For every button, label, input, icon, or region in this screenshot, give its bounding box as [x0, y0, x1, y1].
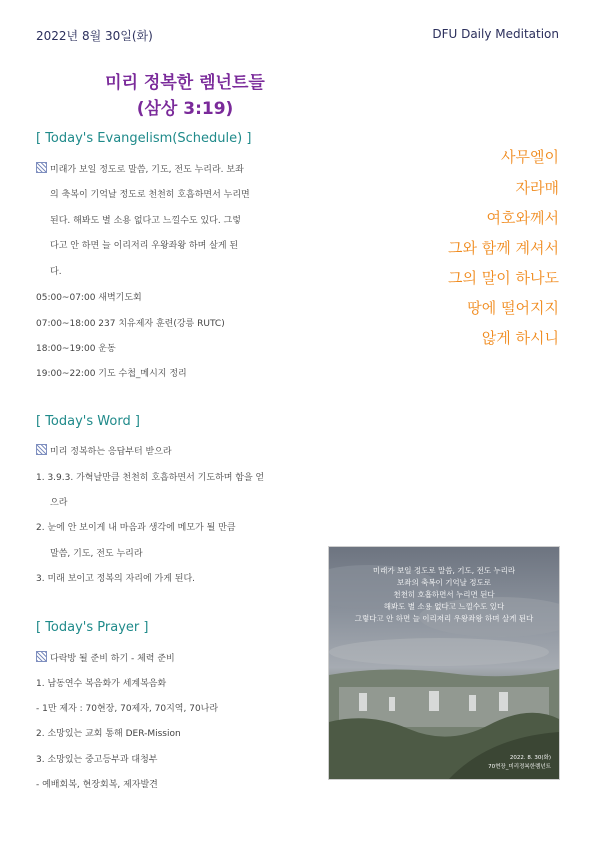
evangelism-intro-line: 다.	[50, 267, 62, 277]
evangelism-heading: [ Today's Evangelism(Schedule) ]	[36, 131, 252, 146]
word-line: 말씀, 기도, 전도 누리라	[50, 549, 143, 559]
evangelism-intro-line: 된다. 해봐도 별 소용 없다고 느낄수도 있다. 그렇	[50, 216, 241, 226]
page-title: 미리 정복한 렘넌트들	[105, 73, 265, 93]
schedule-item: 19:00~22:00 기도 수첩_메시지 정리	[36, 369, 187, 379]
prayer-line: 2. 소망있는 교회 통해 DER-Mission	[36, 729, 181, 739]
photo-caption-line: 천천히 호흡하면서 누리면 된다	[393, 590, 495, 599]
word-line: 3. 미래 보이고 정복의 자리에 가게 된다.	[36, 574, 196, 584]
prayer-intro: 다락방 될 준비 하기 - 체력 준비	[36, 651, 175, 664]
prayer-heading: [ Today's Prayer ]	[36, 620, 149, 635]
bullet-square-icon	[36, 444, 47, 455]
photo-caption-line: 해봐도 별 소용 없다고 느낄수도 있다	[383, 602, 505, 611]
word-heading: [ Today's Word ]	[36, 414, 140, 429]
word-intro: 미리 정복하는 응답부터 받으라	[36, 444, 172, 457]
schedule-item: 18:00~19:00 운동	[36, 344, 116, 354]
bullet-square-icon	[36, 651, 47, 662]
evangelism-intro-line: 의 축복이 기억날 정도로 천천히 호흡하면서 누리면	[50, 190, 250, 200]
verse-line: 않게 하시니	[481, 329, 559, 347]
prayer-line: 1. 남동연수 복음화가 세계복음화	[36, 679, 167, 689]
verse-line: 그와 함께 계셔서	[448, 239, 559, 257]
verse-line: 땅에 떨어지지	[467, 299, 559, 317]
photo-caption-line: 미래가 보일 정도로 말씀, 기도, 전도 누리라	[372, 566, 516, 575]
prayer-line: - 1만 제자 : 70현장, 70제자, 70지역, 70나라	[36, 704, 219, 714]
schedule-item: 07:00~18:00 237 치유제자 훈련(강릉 RUTC)	[36, 319, 225, 329]
word-line: 1. 3.9.3. 가혁날만큼 천천히 호흡하면서 기도하며 함을 얻	[36, 473, 265, 483]
evangelism-intro-line: 다고 안 하면 늘 이리저리 우왕좌왕 하며 살게 된	[50, 241, 239, 251]
verse-line: 여호와께서	[486, 209, 559, 227]
photo-footer-title: 70현장_미리정복한렘넌트	[488, 764, 551, 770]
word-line: 으라	[50, 498, 68, 508]
header-brand: DFU Daily Meditation	[432, 27, 559, 41]
evangelism-intro-line: 미래가 보일 정도로 말씀, 기도, 전도 누리라. 보좌	[36, 162, 244, 175]
photo-footer-date: 2022. 8. 30(화)	[509, 755, 551, 761]
photo-caption-line: 그렇다고 안 하면 늘 이리저리 우왕좌왕 하며 살게 된다	[354, 614, 534, 623]
word-line: 2. 눈에 안 보이게 내 마음과 생각에 메모가 될 만큼	[36, 523, 236, 533]
prayer-line: 3. 소망있는 중고등부과 대청부	[36, 755, 158, 765]
header-date: 2022년 8월 30일(화)	[36, 29, 153, 43]
verse-line: 자라매	[515, 179, 559, 197]
verse-line: 그의 말이 하나도	[448, 269, 559, 287]
bullet-square-icon	[36, 162, 47, 173]
schedule-item: 05:00~07:00 새벽기도회	[36, 293, 142, 303]
page-subtitle: (삼상 3:19)	[136, 99, 234, 119]
prayer-line: - 예배회복, 현장회복, 제자발견	[36, 780, 158, 790]
meditation-photo	[328, 546, 560, 780]
photo-caption-line: 보좌의 축복이 기억날 정도로	[396, 578, 492, 587]
verse-line: 사무엘이	[501, 148, 559, 166]
